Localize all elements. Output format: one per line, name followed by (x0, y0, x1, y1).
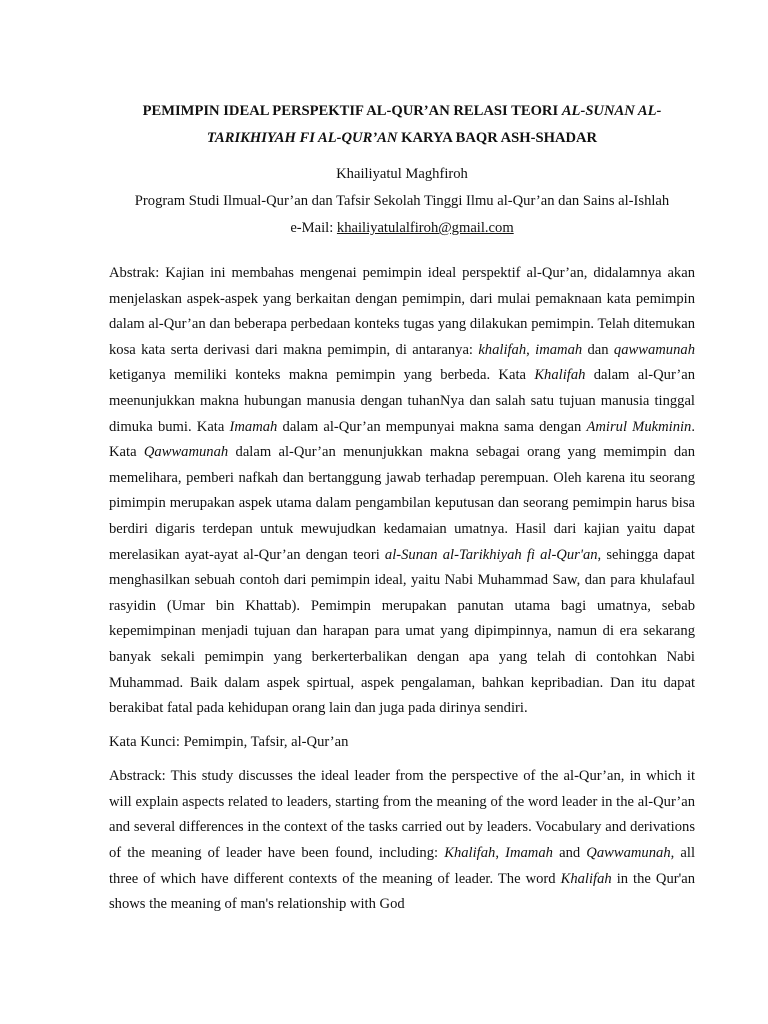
email-link[interactable]: khailiyatulalfiroh@gmail.com (336, 220, 514, 236)
paper-page (109, 98, 695, 918)
email-label: e-Mail: (290, 220, 337, 236)
abstract-indonesian: Abstrak: Kajian ini membahas mengenai pemimpin ideal perspektif al-Qur’an, didalamnya akan menjelaskan aspek-aspek yang berkaitan dengan pemimpin, dari mulai pemaknaan kata pemimpin dalam al-Qur’an dan beberapa perbedaan konteks tugas yang dilakukan pemimpin. Telah ditemukan kosa kata serta derivasi dari makna pemimpin, di antaranya: khalifah, imamah dan qawwamunah ketiganya memiliki konteks makna pemimpin yang berbeda. Kata Khalifah dalam al-Qur’an meenunjukkan makna hubungan manusia dengan tuhanNya dan salah satu tujuan manusia tinggal dimuka bumi. Kata Imamah dalam al-Qur’an mempunyai makna sama dengan Amirul Mukminin. Kata Qawwamunah dalam al-Qur’an menunjukkan makna sebagai orang yang memimpin dan memelihara, pemberi nafkah dan bertanggung jawab terhadap perempuan. Oleh karena itu seorang pimimpin merupakan aspek utama dalam pengambilan keputusan dan seorang pemimpin harus bisa berdiri digaris terdepan untuk mewujudkan kedamaian umatnya. Hasil dari kajian yaitu dapat merelasikan ayat-ayat al-Qur’an dengan teori al-Sunan al-Tarikhiyah fi al-Qur'an, sehingga dapat menghasilkan sebuah contoh dari pemimpin ideal, yaitu Nabi Muhammad Saw, dan para khulafaul rasyidin (Umar bin Khattab). Pemimpin merupakan panutan utama bagi umatnya, sebab kepemimpinan menjadi tujuan dan harapan para umat yang dipimpinnya, namun di era sekarang banyak sekali pemimpin yang berkerterbalikan dengan apa yang telah di contohkan Nabi Muhammad. Baik dalam aspek spirtual, aspek pengalaman, bahkan kepribadian. Dan itu dapat berakibat fatal pada kehidupan orang lain dan juga pada dirinya sendiri. (109, 265, 696, 717)
title-text: PEMIMPIN IDEAL PERSPEKTIF AL-QUR’AN RELASI TEORI (142, 103, 562, 119)
keywords: Kata Kunci: Pemimpin, Tafsir, al-Qur’an (109, 733, 349, 750)
title-text-end: KARYA BAQR ASH-SHADAR (397, 130, 598, 146)
author-email (109, 215, 695, 242)
title-italic-text: AL-SUNAN AL-TARIKHIYAH FI AL-QUR’AN (206, 103, 662, 146)
abstract-english: Abstrack: This study discusses the ideal leader from the perspective of the al-Qur’an, in which it will explain aspects related to leaders, starting from the meaning of the word leader in the al-Qur’an and several differences in the context of the tasks carried out by leaders. Vocabulary and derivations of the meaning of leader have been found, including: Khalifah, Imamah and Qawwamunah, all three of which have different contexts of the meaning of leader. The word Khalifah in the Qur'an shows the meaning of man's relationship with God (109, 768, 695, 913)
author-affiliation: Program Studi Ilmual-Qur’an dan Tafsir Sekolah Tinggi Ilmu al-Qur’an dan Sains al-Ishlah (134, 193, 670, 209)
author-name: Khailiyatul Maghfiroh (336, 166, 468, 182)
paper-title (109, 98, 695, 152)
